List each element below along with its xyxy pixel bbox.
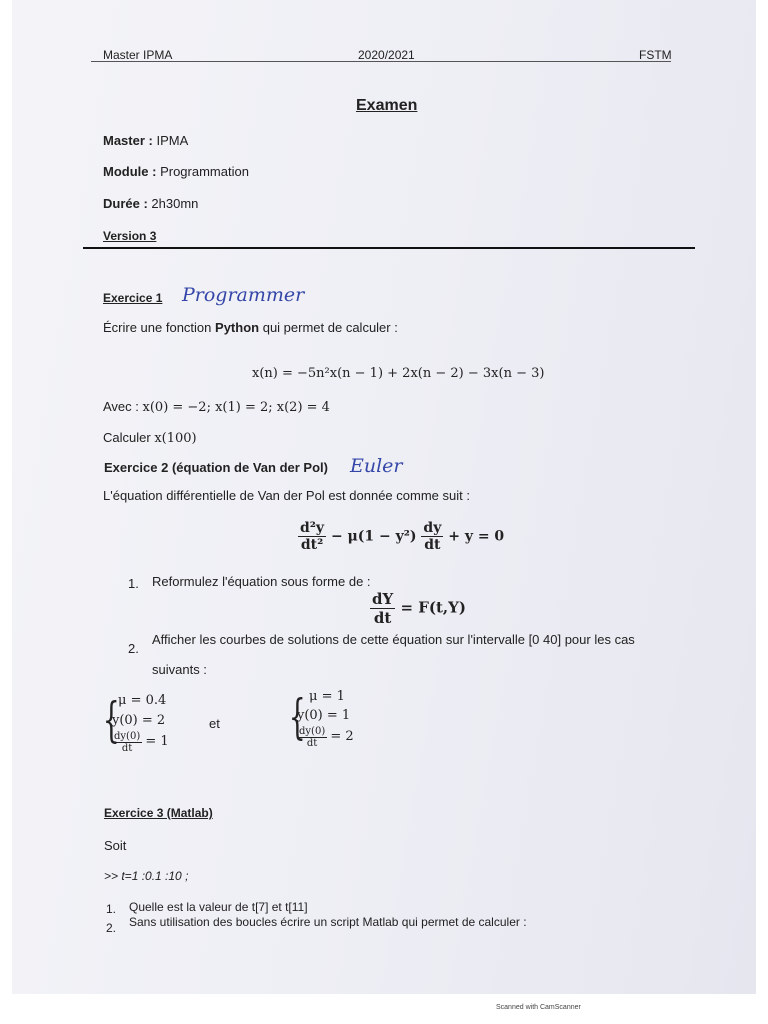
avec-values: x(0) = −2; x(1) = 2; x(2) = 4	[142, 400, 330, 415]
header-left: Master IPMA	[103, 48, 173, 62]
frac-num: d²y	[300, 520, 325, 536]
duree-label: Durée :	[103, 196, 148, 211]
ex3-q2-text: Sans utilisation des boucles écrire un script Matlab qui permet de calculer :	[129, 915, 527, 929]
header-year: 2020/2021	[358, 48, 415, 62]
module-label: Module :	[103, 164, 157, 179]
frac-num: dy	[423, 520, 442, 536]
module-value: Programmation	[160, 164, 249, 179]
cases-et: et	[209, 716, 220, 731]
meta-master	[103, 133, 188, 148]
case2-frac	[297, 726, 327, 749]
calc-label: Calculer	[103, 430, 151, 445]
ex3-soit: Soit	[104, 838, 127, 853]
meta-duree	[103, 196, 198, 211]
version-label: Version 3	[103, 229, 157, 243]
case1-brace: {	[102, 692, 120, 748]
case1-dy0-value: = 1	[145, 734, 169, 749]
case2-y0: y(0) = 1	[297, 708, 351, 723]
case1-dy0	[112, 731, 169, 754]
master-label: Master :	[103, 133, 153, 148]
ex1-avec	[103, 399, 330, 415]
case2-mu: μ = 1	[309, 689, 345, 704]
frac-num: dY	[372, 590, 394, 608]
duree-value: 2h30mn	[151, 196, 199, 211]
ex3-q1-text: Quelle est la valeur de t[7] et t[11]	[129, 900, 308, 914]
frac-den: dt	[373, 609, 392, 627]
ex1-equation: x(n) = −5n²x(n − 1) + 2x(n − 2) − 3x(n − 3)	[252, 366, 545, 381]
ex1-intro-start: Écrire une fonction	[103, 320, 212, 335]
ex2-item1-text: Reformulez l'équation sous forme de :	[152, 574, 371, 589]
ex2-target-form	[370, 590, 466, 627]
case2-dy0	[297, 726, 354, 749]
ex2-handwritten-note: Euler	[350, 455, 403, 477]
page-title: Examen	[356, 97, 418, 114]
ex3-q2-number: 2.	[106, 921, 117, 935]
target-rhs: = F(t,Y)	[400, 598, 466, 617]
vdp-equation	[298, 520, 504, 553]
case1-frac	[112, 731, 142, 754]
ex1-calc	[103, 430, 197, 446]
case1-y0: y(0) = 2	[112, 713, 166, 728]
ex1-handwritten-note: Programmer	[182, 284, 305, 306]
frac-d2y-dt2	[298, 520, 326, 553]
ex2-item2-line1: Afficher les courbes de solutions de cette équation sur l'intervalle [0 40] pour les cas	[152, 632, 635, 647]
frac-dY-dt	[370, 590, 395, 627]
case2-dy0-value: = 2	[330, 729, 354, 744]
ex1-intro	[103, 320, 398, 335]
case2-brace: {	[288, 689, 306, 745]
master-value: IPMA	[156, 133, 189, 148]
ex1-intro-bold: Python	[215, 320, 260, 335]
frac-den: dt	[306, 738, 318, 749]
ex2-item2-number: 2.	[128, 641, 139, 656]
ex2-item1-number: 1.	[128, 576, 139, 591]
header-rule	[91, 61, 671, 62]
eq-end: + y = 0	[448, 528, 505, 545]
meta-module	[103, 164, 249, 179]
frac-den: dt	[424, 537, 441, 553]
ex1-intro-end: qui permet de calculer :	[262, 320, 398, 335]
ex1-title: Exercice 1	[103, 291, 163, 305]
scanner-watermark: Scanned with CamScanner	[496, 1004, 581, 1011]
ex2-intro: L'équation différentielle de Van der Pol est donnée comme suit :	[103, 488, 470, 503]
header-right: FSTM	[639, 48, 672, 62]
ex3-title: Exercice 3 (Matlab)	[104, 806, 213, 820]
frac-num: dy(0)	[299, 726, 326, 737]
calc-math: x(100)	[154, 431, 197, 446]
case1-mu: μ = 0.4	[118, 693, 167, 708]
frac-num: dy(0)	[114, 731, 141, 742]
ex3-q1-number: 1.	[106, 902, 117, 916]
section-divider	[83, 247, 695, 249]
frac-den: dt²	[300, 537, 324, 553]
avec-label: Avec :	[103, 399, 139, 414]
ex2-title: Exercice 2 (équation de Van der Pol)	[104, 460, 328, 475]
ex2-item2-line2: suivants :	[152, 662, 207, 677]
frac-den: dt	[121, 743, 133, 754]
ex3-code: >> t=1 :0.1 :10 ;	[104, 869, 189, 883]
eq-middle: − μ(1 − y²)	[330, 528, 417, 545]
frac-dy-dt	[421, 520, 443, 553]
